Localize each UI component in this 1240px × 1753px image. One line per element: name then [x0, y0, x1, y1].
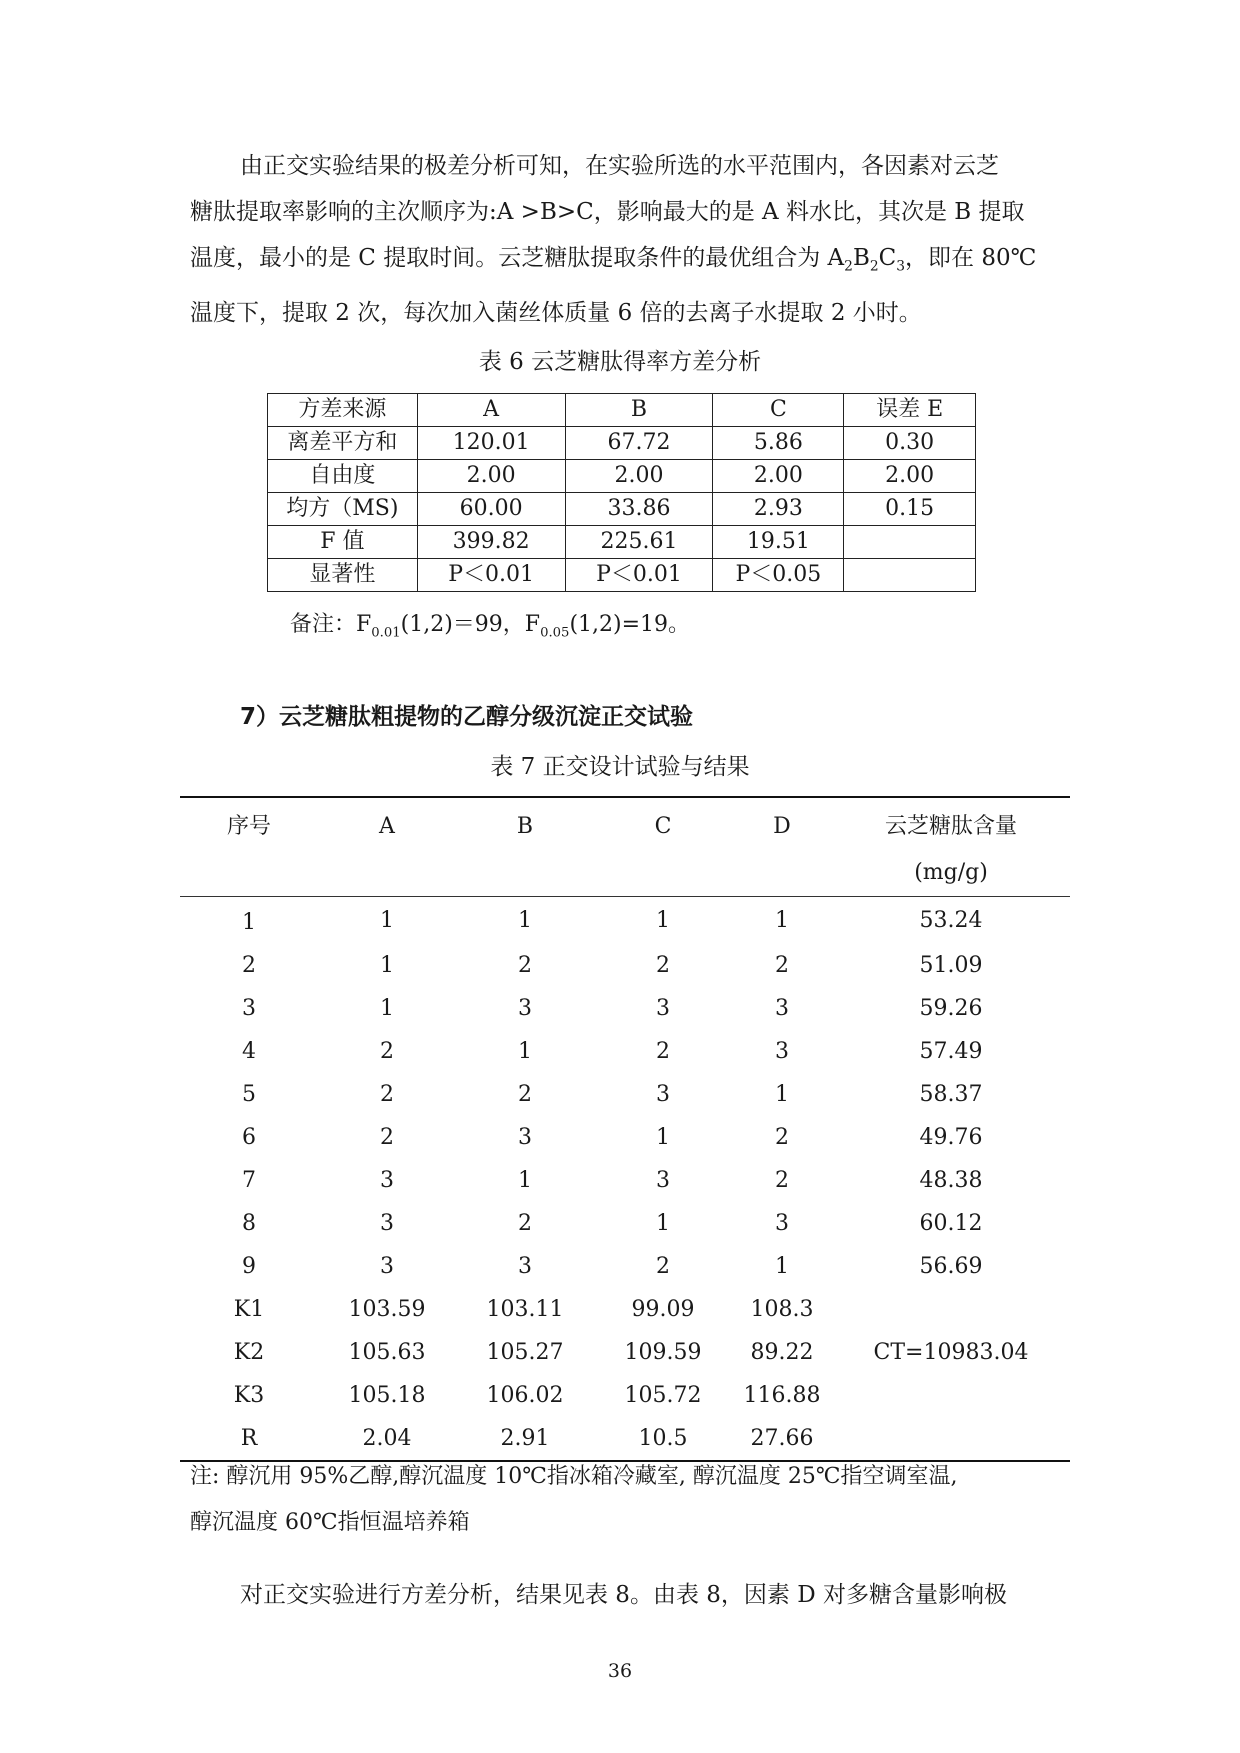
table-cell: 33.86: [565, 493, 713, 526]
table-cell: 51.09: [919, 953, 983, 978]
table-row: [180, 987, 1070, 1030]
paragraph-2-line-1: 对正交实验进行方差分析，结果见表 8。由表 8，因素 D 对多糖含量影响极: [240, 1582, 1007, 1608]
table-row: [180, 1202, 1070, 1245]
table-cell: F 值: [268, 526, 418, 559]
table-row: [180, 1073, 1070, 1116]
paragraph-1-line-1: 由正交实验结果的极差分析可知，在实验所选的水平范围内，各因素对云芝: [240, 153, 999, 179]
table-row: [268, 559, 976, 592]
table-6-caption: 表 6 云芝糖肽得率方差分析: [478, 349, 762, 375]
table-cell: 3: [656, 1082, 670, 1107]
table-cell: 7: [242, 1168, 256, 1193]
table-cell: 4: [242, 1039, 256, 1064]
table-header-cell: B: [456, 797, 594, 897]
table-cell: 1: [775, 908, 789, 933]
table-cell: 2.00: [844, 460, 976, 493]
table-cell: 3: [775, 1039, 789, 1064]
table-6-variance-analysis: [267, 393, 976, 592]
table-header-cell: C: [594, 797, 732, 897]
table-cell: 10.5: [638, 1426, 688, 1451]
table-header-cell: A: [417, 394, 565, 427]
table-7-note-line-1: 注: 醇沉用 95%乙醇,醇沉温度 10℃指冰箱冷藏室, 醇沉温度 25℃指空调室温,: [190, 1464, 958, 1489]
table-header-cell: 方差来源: [268, 394, 418, 427]
table-cell: 106.02: [486, 1383, 564, 1408]
table-cell: 19.51: [713, 526, 844, 559]
table-cell: 自由度: [268, 460, 418, 493]
table-cell: P＜0.01: [565, 559, 713, 592]
table-cell: 2: [518, 953, 532, 978]
table-cell: 3: [775, 1211, 789, 1236]
body-paragraph-1: [190, 143, 1060, 336]
table-cell: 3: [380, 1211, 394, 1236]
table-cell: 3: [380, 1254, 394, 1279]
table-cell: 3: [656, 996, 670, 1021]
table-cell: K2: [233, 1340, 265, 1365]
table-cell: 1: [380, 908, 394, 933]
table-cell: R: [240, 1426, 258, 1451]
table-6-note: 备注：$F_{0.01}(1,2)=99$，$F_{0.05}(1,2)=19$。: [290, 612, 691, 641]
table-cell: 1: [656, 908, 670, 933]
table-cell: 0.30: [844, 427, 976, 460]
table-cell: 2.00: [565, 460, 713, 493]
table-cell: 9: [242, 1254, 256, 1279]
table-header-cell: [832, 797, 1070, 897]
table-cell: 1: [518, 908, 532, 933]
table-cell: 59.26: [919, 996, 983, 1021]
table-header-cell: C: [713, 394, 844, 427]
table-cell: 3: [242, 996, 256, 1021]
table-cell: 5: [242, 1082, 256, 1107]
table-cell: 2: [380, 1125, 394, 1150]
table-cell: 0.15: [844, 493, 976, 526]
content-header-unit: (mg/g): [914, 860, 988, 885]
table-cell: 2: [775, 1168, 789, 1193]
table-row: [268, 394, 976, 427]
table-cell: 60.12: [919, 1211, 983, 1236]
table-cell: 离差平方和: [268, 427, 418, 460]
table-cell: 2.00: [713, 460, 844, 493]
table-cell: 1: [242, 910, 256, 935]
table-cell: 105.72: [624, 1383, 702, 1408]
table-cell: 89.22: [750, 1340, 814, 1365]
table-cell: 399.82: [417, 526, 565, 559]
table-row: [268, 427, 976, 460]
table-cell: 1: [518, 1168, 532, 1193]
table-cell: K1: [233, 1297, 265, 1322]
table-cell: 2: [380, 1039, 394, 1064]
table-cell: 3: [380, 1168, 394, 1193]
table-cell: 109.59: [624, 1340, 702, 1365]
table-cell: 6: [242, 1125, 256, 1150]
table-cell: 3: [518, 1125, 532, 1150]
table-cell: 103.11: [486, 1297, 564, 1322]
table-cell: 1: [380, 953, 394, 978]
table-cell: 3: [775, 996, 789, 1021]
table-cell: 2: [380, 1082, 394, 1107]
table-cell: 均方（MS): [268, 493, 418, 526]
table-7-note-line-2: 醇沉温度 60℃指恒温培养箱: [190, 1510, 470, 1535]
section-heading: 7）云芝糖肽粗提物的乙醇分级沉淀正交试验: [240, 704, 694, 730]
table-cell: K3: [233, 1383, 265, 1408]
table-cell: 2.91: [500, 1426, 550, 1451]
table-cell: 1: [656, 1125, 670, 1150]
table-cell: 105.27: [486, 1340, 564, 1365]
table-7-note: [190, 1454, 1070, 1546]
body-paragraph-2: [190, 1572, 1060, 1618]
table-cell: 2.00: [417, 460, 565, 493]
paragraph-1-line-4: 温度下，提取 2 次，每次加入菌丝体质量 6 倍的去离子水提取 2 小时。: [190, 299, 922, 326]
table-cell: 105.18: [348, 1383, 426, 1408]
paragraph-1-line-3: 温度，最小的是 C 提取时间。云芝糖肽提取条件的最优组合为 $A_2B_2C_3$，即在 80℃: [190, 245, 1037, 275]
table-cell: 8: [242, 1211, 256, 1236]
table-row: [180, 1331, 1070, 1374]
table-cell: 1: [656, 1211, 670, 1236]
table-cell: 27.66: [750, 1426, 814, 1451]
table-cell: 49.76: [919, 1125, 983, 1150]
table-cell: 225.61: [565, 526, 713, 559]
table-cell: 2: [775, 953, 789, 978]
table-header-cell: B: [565, 394, 713, 427]
table-row: [180, 897, 1070, 945]
table-header-cell: 序号: [180, 797, 318, 897]
table-row: [180, 944, 1070, 987]
table-cell: 60.00: [417, 493, 565, 526]
table-row: [180, 1030, 1070, 1073]
table-cell: CT=10983.04: [873, 1340, 1029, 1365]
content-header-label: 云芝糖肽含量: [884, 814, 1017, 839]
table-cell: 53.24: [919, 908, 983, 933]
table-cell: 5.86: [713, 427, 844, 460]
table-row: [180, 1116, 1070, 1159]
table-cell: 2: [656, 1039, 670, 1064]
table-cell: 显著性: [268, 559, 418, 592]
table-row: [268, 460, 976, 493]
table-row: [268, 526, 976, 559]
paragraph-1-line-2: 糖肽提取率影响的主次顺序为:A >B>C，影响最大的是 A 料水比，其次是 B 提取: [190, 199, 1025, 225]
table-cell: 116.88: [743, 1383, 821, 1408]
table-cell: [844, 526, 976, 559]
table-cell: 2: [656, 953, 670, 978]
table-cell: 120.01: [417, 427, 565, 460]
table-row: [180, 1159, 1070, 1202]
table-cell: 3: [518, 996, 532, 1021]
table-cell: 48.38: [919, 1168, 983, 1193]
table-cell: 105.63: [348, 1340, 426, 1365]
table-cell: 2.04: [362, 1426, 412, 1451]
table-cell: 3: [518, 1254, 532, 1279]
table-cell: P＜0.05: [713, 559, 844, 592]
table-cell: 1: [380, 996, 394, 1021]
table-cell: [832, 1288, 1070, 1331]
table-cell: 2: [775, 1125, 789, 1150]
table-cell: 2: [518, 1211, 532, 1236]
table-cell: 56.69: [919, 1254, 983, 1279]
table-cell: [832, 1374, 1070, 1417]
table-cell: 2.93: [713, 493, 844, 526]
table-cell: 1: [775, 1082, 789, 1107]
table-cell: 3: [656, 1168, 670, 1193]
table-cell: P＜0.01: [417, 559, 565, 592]
table-header-cell: 误差 E: [844, 394, 976, 427]
table-cell: 2: [518, 1082, 532, 1107]
table-cell: 2: [242, 953, 256, 978]
table-row: [180, 1288, 1070, 1331]
table-cell: 2: [656, 1254, 670, 1279]
table-cell: 1: [518, 1039, 532, 1064]
table-row: [268, 493, 976, 526]
table-7-caption: 表 7 正交设计试验与结果: [490, 754, 750, 780]
table-cell: 99.09: [631, 1297, 695, 1322]
table-cell: 1: [775, 1254, 789, 1279]
table-header-cell: A: [318, 797, 456, 897]
table-7-orthogonal-design: [180, 796, 1070, 1462]
table-row: [180, 1245, 1070, 1288]
table-cell: [844, 559, 976, 592]
table-cell: 57.49: [919, 1039, 983, 1064]
table-row: [180, 1374, 1070, 1417]
table-header-row: [180, 797, 1070, 897]
page-number: 36: [607, 1660, 633, 1682]
table-cell: 58.37: [919, 1082, 983, 1107]
table-cell: 108.3: [750, 1297, 814, 1322]
table-cell: 103.59: [348, 1297, 426, 1322]
table-header-cell: D: [732, 797, 832, 897]
table-cell: 67.72: [565, 427, 713, 460]
